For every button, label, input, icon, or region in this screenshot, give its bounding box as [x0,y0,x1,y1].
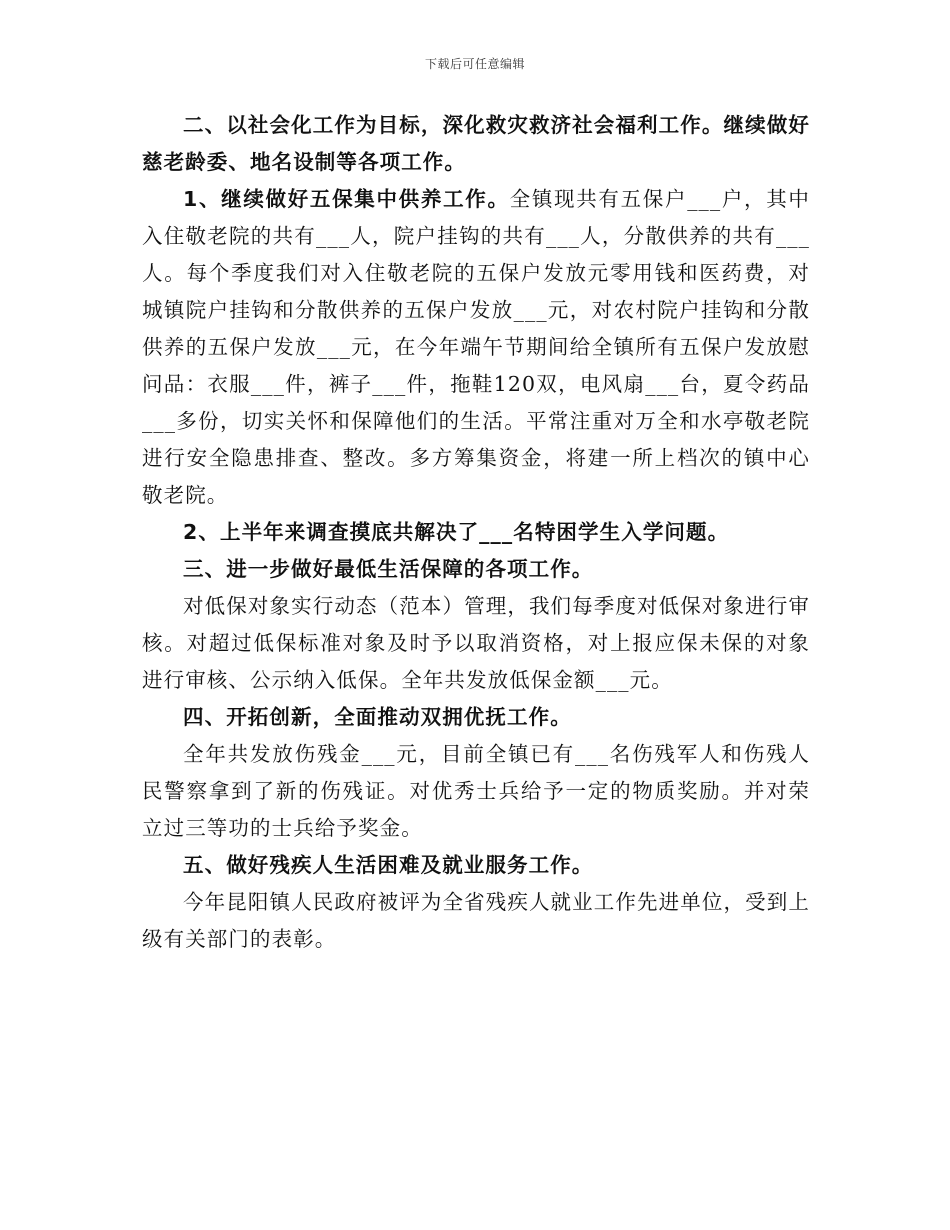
paragraph-disabled-text: 今年昆阳镇人民政府被评为全省残疾人就业工作先进单位，受到上级有关部门的表彰。 [142,890,810,951]
section-heading-5 [142,847,810,884]
paragraph-students [142,514,810,551]
page-header: 下载后可任意编辑 [424,57,525,71]
section-heading-3-text: 三、进一步做好最低生活保障的各项工作。 [183,557,594,581]
paragraph-youfu-text: 全年共发放伤残金___元，目前全镇已有___名伤残军人和伤残人民警察拿到了新的伤残证。对优秀士兵给予一定的物质奖励。并对荣立过三等功的士兵给予奖金。 [142,742,810,840]
paragraph-wubao-text: 全镇现共有五保户___户，其中入住敬老院的共有___人，院户挂钩的共有___人，分散供养的共有___人。每个季度我们对入住敬老院的五保户发放元零用钱和医药费，对城镇院户挂钩和分散供养的五保户发放___元，对农村院户挂钩和分散供养的五保户发放___元，在今年端午节期间给全镇所有五保户发放慰问品：衣服___件，裤子___件，拖鞋120双，电风扇___台，夏令药品___多份，切实关怀和保障他们的生活。平常注重对万全和水亭敬老院进行安全隐患排查、整改。多方筹集资金，将建一所上档次的镇中心敬老院。 [142,187,811,507]
section-heading-5-text: 五、做好残疾人生活困难及就业服务工作。 [183,853,594,877]
paragraph-wubao [142,181,810,514]
paragraph-wubao-lead: 1、继续做好五保集中供养工作。 [183,187,510,211]
section-heading-4-text: 四、开拓创新，全面推动双拥优抚工作。 [183,705,572,729]
section-heading-2 [142,107,810,181]
section-heading-3 [142,551,810,588]
section-heading-2-text: 二、以社会化工作为目标，深化救灾救济社会福利工作。继续做好慈老龄委、地名设制等各项工作。 [142,113,810,174]
section-heading-4 [142,699,810,736]
paragraph-disabled [142,884,810,958]
paragraph-youfu [142,736,810,847]
paragraph-dibao [142,588,810,699]
document-body [142,107,810,958]
paragraph-dibao-text: 对低保对象实行动态（范本）管理，我们每季度对低保对象进行审核。对超过低保标准对象及时予以取消资格，对上报应保未保的对象进行审核、公示纳入低保。全年共发放低保金额___元。 [142,594,810,692]
paragraph-students-text: 2、上半年来调查摸底共解决了___名特困学生入学问题。 [183,520,730,544]
